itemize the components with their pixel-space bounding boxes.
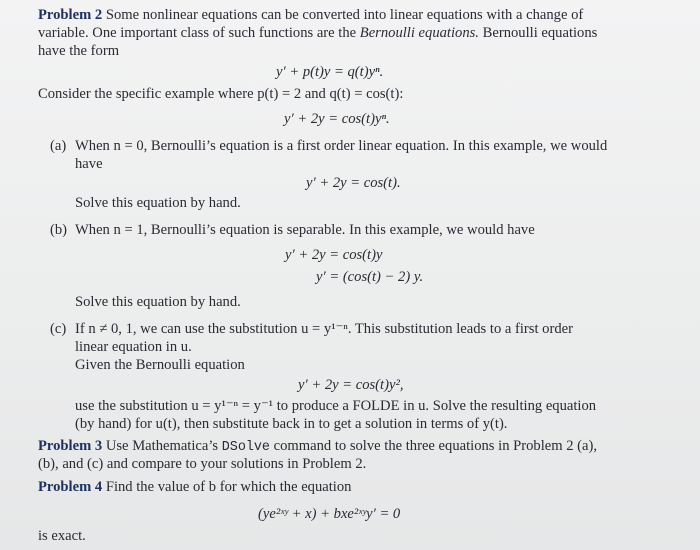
part-a-line2: have <box>75 156 103 172</box>
part-c-line1: If n ≠ 0, 1, we can use the substitution u = y¹⁻ⁿ. This substitution leads to a first order <box>75 321 573 337</box>
part-b-line1: When n = 1, Bernoulli’s equation is separable. In this example, we would have <box>75 222 535 238</box>
problem2-heading: Problem 2 <box>38 7 103 23</box>
problem4-equation: (ye²ˣʸ + x) + bxe²ˣʸy′ = 0 <box>258 506 401 522</box>
problem3-text1b: command to solve the three equations in Problem 2 (a), <box>269 438 598 454</box>
part-c-equation: y′ + 2y = cos(t)y², <box>298 377 404 393</box>
problem2-intro-line3: have the form <box>38 43 120 59</box>
part-a-solve: Solve this equation by hand. <box>75 195 241 211</box>
part-a-equation: y′ + 2y = cos(t). <box>306 175 401 191</box>
problem3-text1a: Use Mathematica’s <box>105 438 222 454</box>
bernoulli-term: Bernoulli equations. <box>359 25 479 41</box>
problem3-line1 <box>38 437 597 457</box>
part-b-equation2: y′ = (cos(t) − 2) y. <box>316 269 424 285</box>
problem4-text1: Find the value of b for which the equation <box>105 479 352 495</box>
problem2-intro-text2a: variable. One important class of such functions are the <box>38 25 360 41</box>
problem3-heading: Problem 3 <box>38 438 103 454</box>
problem3-line2: (b), and (c) and compare to your solutions in Problem 2. <box>38 456 367 472</box>
problem4-line2: is exact. <box>38 528 86 544</box>
problem2-intro-text2b: Bernoulli equations <box>478 25 598 41</box>
part-b-equation1: y′ + 2y = cos(t)y <box>285 247 383 263</box>
consider-example-line: Consider the specific example where p(t) = 2 and q(t) = cos(t): <box>38 86 404 102</box>
dsolve-command: DSolve <box>221 440 270 455</box>
equation-general-bernoulli: y′ + p(t)y = q(t)yⁿ. <box>276 64 384 80</box>
part-a-label: (a) <box>50 138 67 154</box>
problem2-intro-text1: Some nonlinear equations can be converted into linear equations with a change of <box>105 7 584 23</box>
part-c-label: (c) <box>50 321 67 337</box>
part-c-line2: linear equation in u. <box>75 339 192 355</box>
equation-specific-bernoulli: y′ + 2y = cos(t)yⁿ. <box>284 111 390 127</box>
part-b-label: (b) <box>50 222 68 238</box>
problem2-intro-line1 <box>38 6 583 24</box>
part-b-solve: Solve this equation by hand. <box>75 294 241 310</box>
problem4-line1 <box>38 478 351 496</box>
part-a-line1: When n = 0, Bernoulli’s equation is a first order linear equation. In this example, we would <box>75 138 608 154</box>
part-c-line4: use the substitution u = y¹⁻ⁿ = y⁻¹ to produce a FOLDE in u. Solve the resulting equation <box>75 398 597 414</box>
problem4-heading: Problem 4 <box>38 479 103 495</box>
problem2-intro-line2 <box>38 24 597 42</box>
part-c-line5: (by hand) for u(t), then substitute back in to get a solution in terms of y(t). <box>75 416 508 432</box>
part-c-line3: Given the Bernoulli equation <box>75 357 245 373</box>
